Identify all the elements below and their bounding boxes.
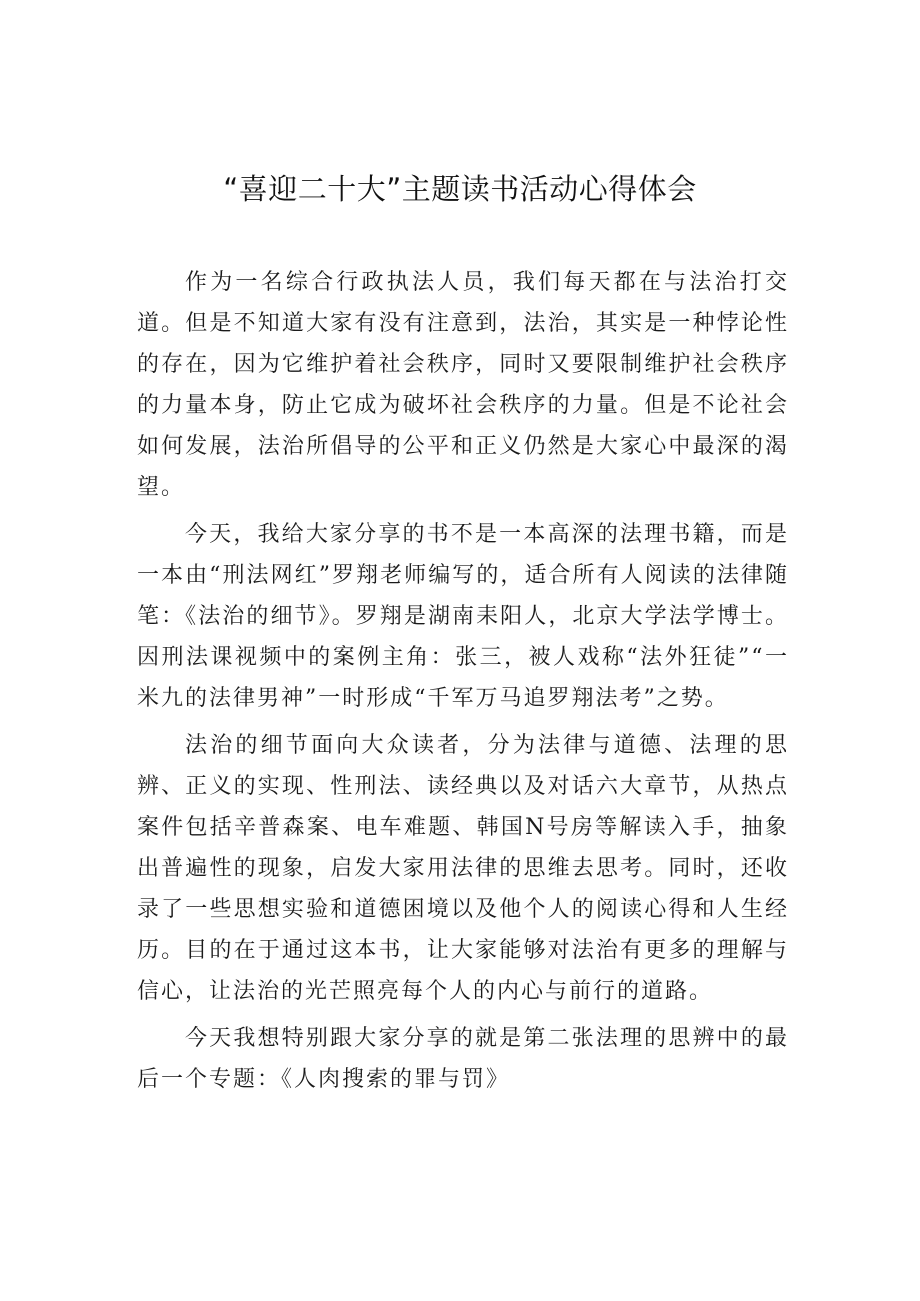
paragraph-topic: 今天我想特别跟大家分享的就是第二张法理的思辨中的最后一个专题：《人肉搜索的罪与罚》 <box>137 1026 789 1092</box>
paragraph-intro: 作为一名综合行政执法人员，我们每天都在与法治打交道。但是不知道大家有没有注意到，法治，其实是一种悖论性的存在，因为它维护着社会秩序，同时又要限制维护社会秩序的力量本身，防止它成为破坏社会秩序的力量。但是不论社会如何发展，法治所倡导的公平和正义仍然是大家心中最深的渴望。 <box>137 270 789 500</box>
document-body <box>137 262 789 1100</box>
paragraph-book-content: 法治的细节面向大众读者，分为法律与道德、法理的思辨、正义的实现、性刑法、读经典以及对话六大章节，从热点案件包括辛普森案、电车难题、韩国N号房等解读入手，抽象出普遍性的现象，启发大家用法律的思维去思考。同时，还收录了一些思想实验和道德困境以及他个人的阅读心得和人生经历。目的在于通过这本书，让大家能够对法治有更多的理解与信心，让法治的光芒照亮每个人的内心与前行的道路。 <box>137 733 789 1004</box>
paragraph-book-introduction: 今天，我给大家分享的书不是一本高深的法理书籍，而是一本由“刑法网红”罗翔老师编写的，适合所有人阅读的法律随笔：《法治的细节》。罗翔是湖南耒阳人，北京大学法学博士。因刑法课视频中的案例主角：张三，被人戏称“法外狂徒”“一米九的法律男神”一时形成“千军万马追罗翔法考”之势。 <box>137 522 789 711</box>
document-title: “喜迎二十大”主题读书活动心得体会 <box>223 172 697 206</box>
